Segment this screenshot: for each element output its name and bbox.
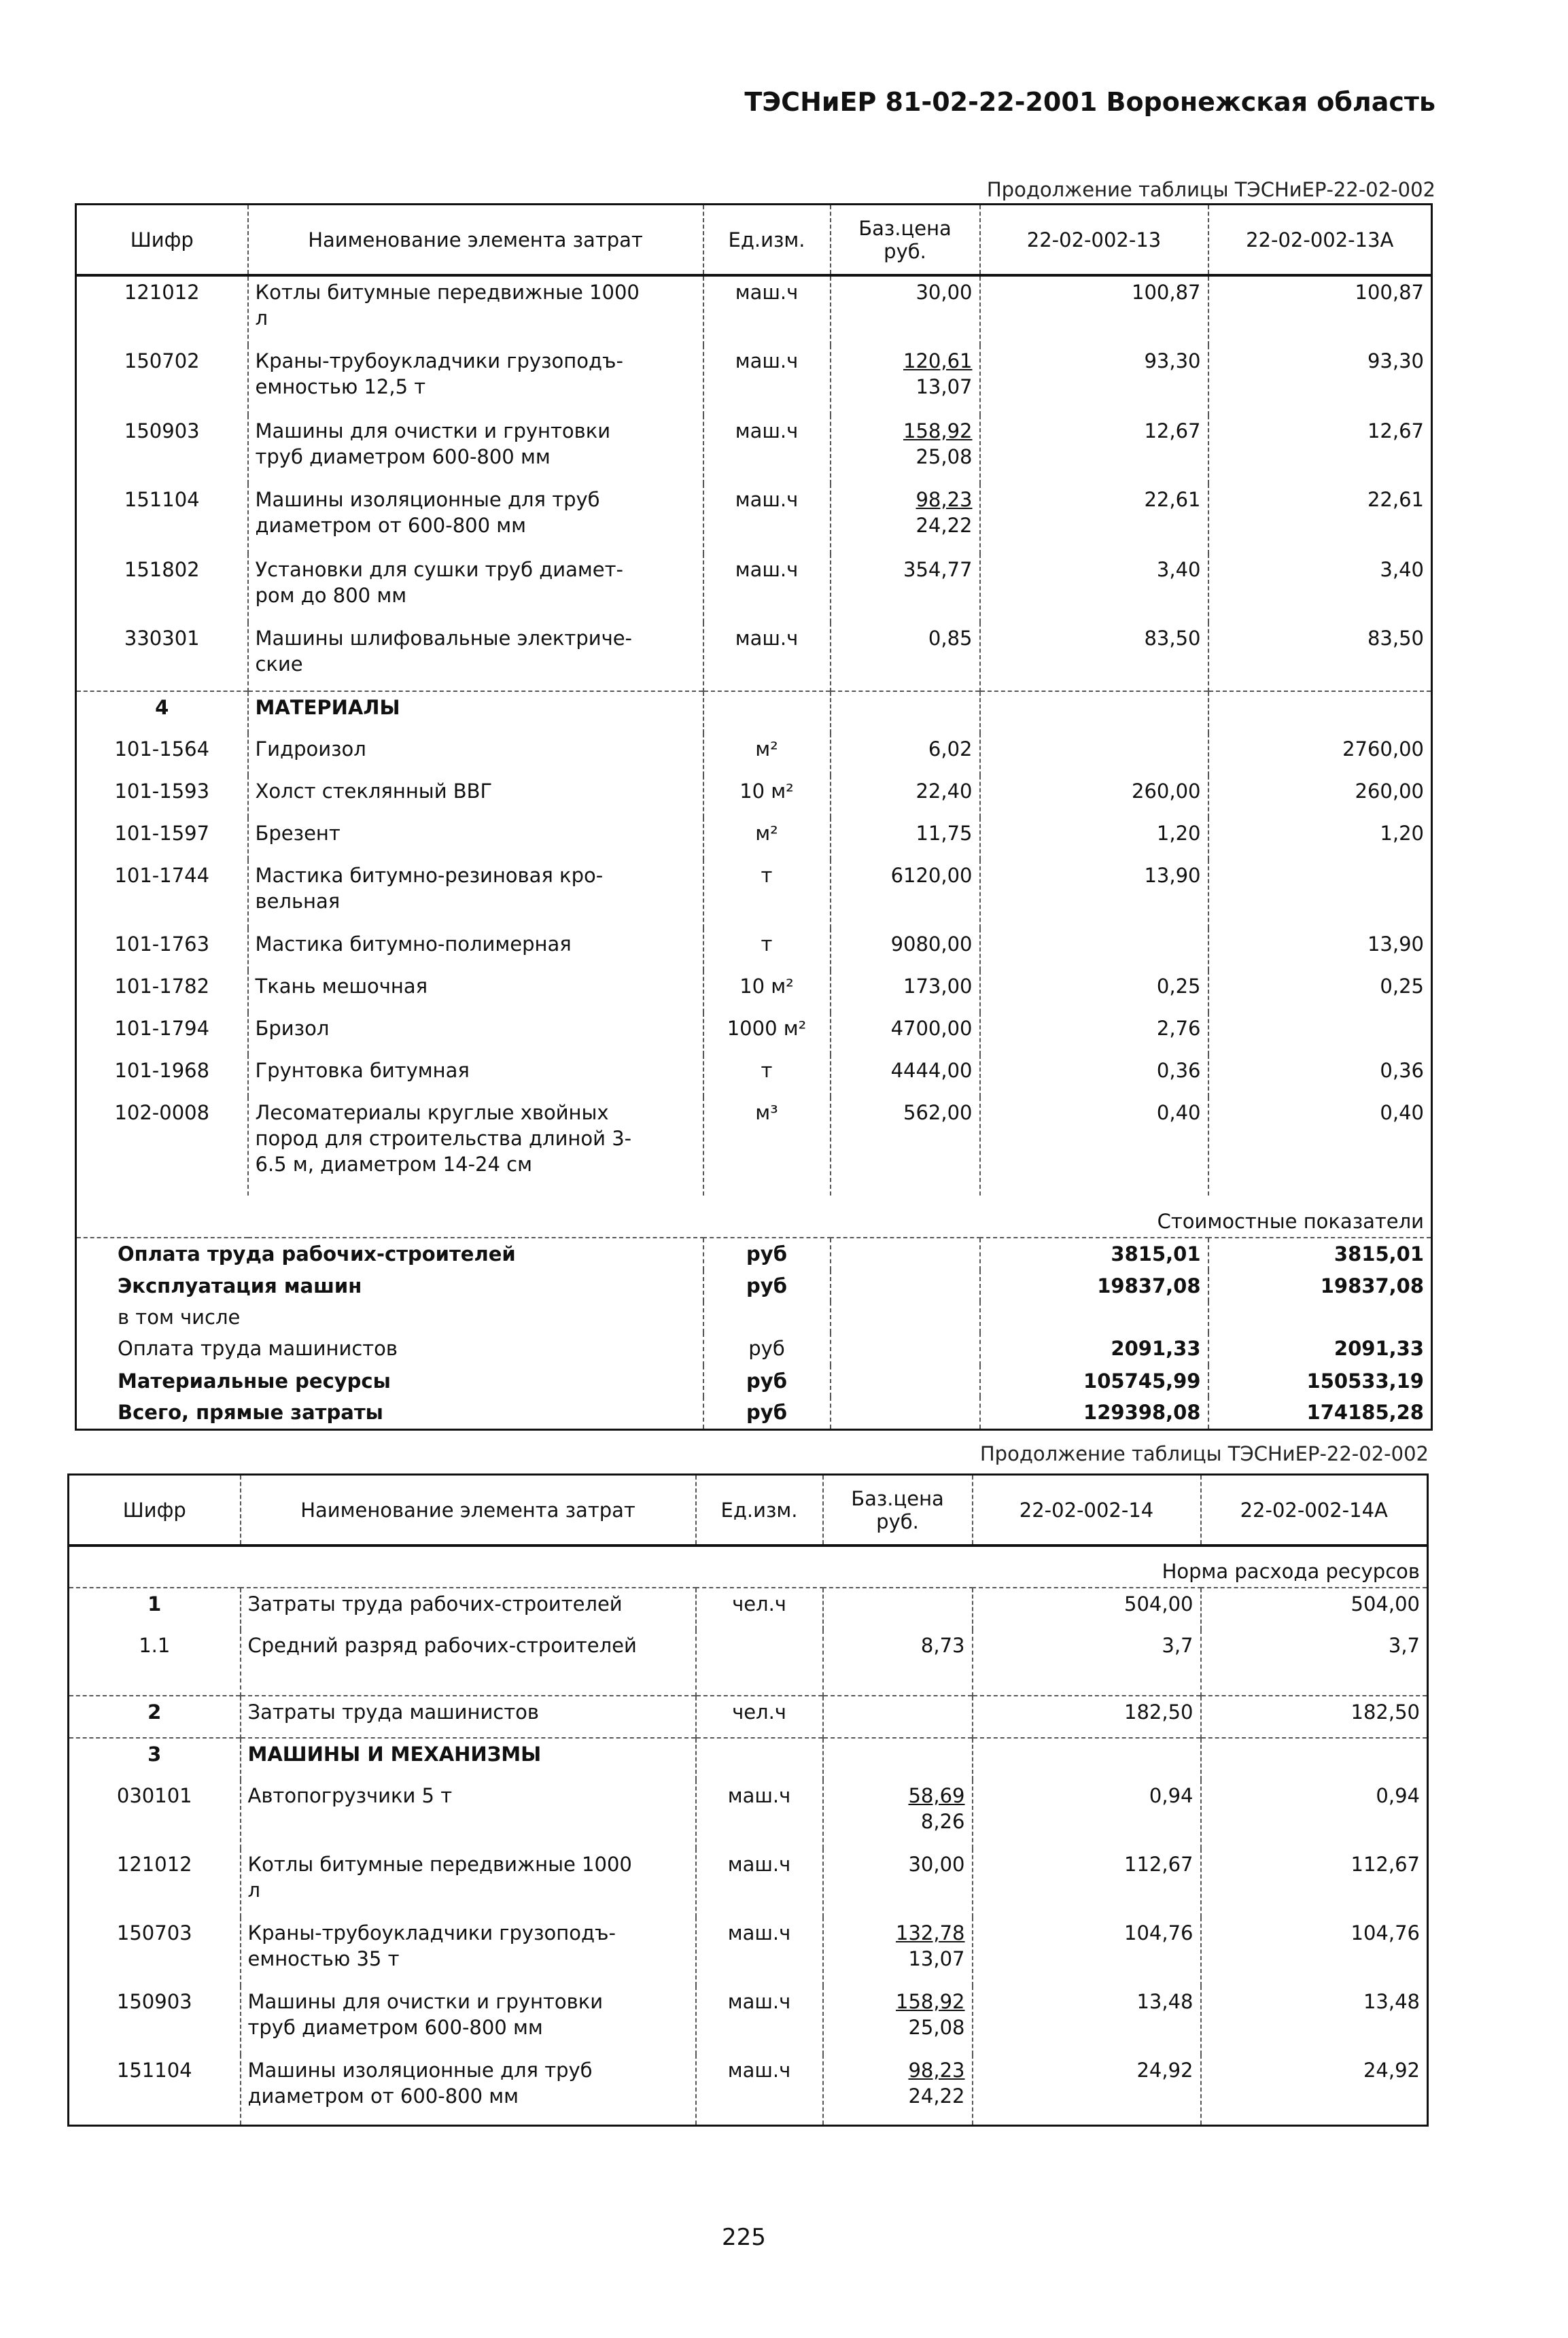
section-label-cell — [76, 1196, 1432, 1238]
summary-value-1: 105745,99 — [980, 1365, 1208, 1397]
row-name: Автопогрузчики 5 т — [241, 1780, 696, 1849]
section-label-cell — [69, 1546, 1428, 1588]
row-code: 330301 — [124, 627, 200, 650]
table-row — [69, 2055, 1428, 2125]
summary-row — [76, 1302, 1432, 1333]
row-price — [823, 1630, 973, 1696]
row-code: 101-1968 — [114, 1059, 210, 1082]
page-number: 225 — [722, 2224, 766, 2251]
row-price — [831, 1013, 980, 1055]
section-row — [69, 1738, 1428, 1780]
row-value-1: 12,67 — [980, 415, 1208, 484]
row-value-1: 83,50 — [980, 623, 1208, 691]
base-price: 98,23 — [916, 488, 973, 511]
row-name: Машины шлифовальные электриче- ские — [248, 623, 703, 691]
row-unit: чел.ч — [696, 1696, 823, 1738]
table-row — [76, 1055, 1432, 1097]
row-value-1 — [980, 928, 1208, 971]
row-name: Гидроизол — [248, 733, 703, 775]
row-value-2: 182,50 — [1201, 1696, 1428, 1738]
row-name: Котлы битумные передвижные 1000 л — [241, 1849, 696, 1917]
summary-value-2: 150533,19 — [1208, 1365, 1432, 1397]
header-col1: 22-02-002-13 — [980, 205, 1208, 276]
row-price — [831, 623, 980, 691]
row-value-2: 83,50 — [1208, 623, 1432, 691]
row-price — [831, 928, 980, 971]
summary-value-2: 3815,01 — [1208, 1238, 1432, 1270]
base-price: 30,00 — [916, 281, 973, 304]
row-value-2: 22,61 — [1208, 484, 1432, 554]
row-value-2: 12,67 — [1208, 415, 1432, 484]
summary-label: Всего, прямые затраты — [118, 1401, 383, 1424]
table-row — [76, 818, 1432, 860]
row-name: МАТЕРИАЛЫ — [248, 691, 703, 733]
row-name: Мастика битумно-резиновая кро- вельная — [248, 860, 703, 928]
row-value-2: 24,92 — [1201, 2055, 1428, 2125]
row-name: Установки для сушки труб диамет- ром до 800 мм — [248, 554, 703, 623]
row-name: МАШИНЫ И МЕХАНИЗМЫ — [241, 1738, 696, 1780]
row-code: 151104 — [116, 2059, 192, 2082]
row-unit — [696, 1738, 823, 1780]
table-row — [76, 275, 1432, 345]
summary-price — [831, 1397, 980, 1429]
row-code: 102-0008 — [114, 1101, 210, 1124]
row-code: 151104 — [124, 488, 200, 511]
summary-value-2: 19837,08 — [1208, 1270, 1432, 1302]
row-unit: маш.ч — [696, 1917, 823, 1986]
table-row — [69, 1780, 1428, 1849]
row-price — [823, 1588, 973, 1630]
base-price: 4444,00 — [890, 1059, 973, 1082]
row-unit: маш.ч — [703, 275, 831, 345]
row-value-2 — [1208, 860, 1432, 928]
table-row — [76, 415, 1432, 484]
row-value-2: 1,20 — [1208, 818, 1432, 860]
summary-row — [76, 1397, 1432, 1429]
row-unit: 1000 м² — [703, 1013, 831, 1055]
row-unit: маш.ч — [703, 345, 831, 415]
row-value-1: 24,92 — [973, 2055, 1201, 2125]
base-price: 562,00 — [903, 1101, 973, 1124]
row-price — [831, 484, 980, 554]
row-code: 150703 — [116, 1921, 192, 1944]
section-row — [76, 691, 1432, 733]
row-value-2: 0,40 — [1208, 1097, 1432, 1196]
base-price-wage: 13,07 — [908, 1947, 965, 1970]
table-row — [76, 860, 1432, 928]
row-code: 150903 — [116, 1990, 192, 2013]
row-unit: маш.ч — [696, 2055, 823, 2125]
table-row — [69, 1917, 1428, 1986]
row-unit: маш.ч — [696, 1986, 823, 2055]
row-unit: м² — [703, 733, 831, 775]
table-header-row — [69, 1475, 1428, 1546]
row-unit: маш.ч — [703, 484, 831, 554]
row-name: Холст стеклянный ВВГ — [248, 775, 703, 818]
row-price — [823, 1986, 973, 2055]
row-value-1: 0,40 — [980, 1097, 1208, 1196]
resource-table-2 — [67, 1473, 1429, 2127]
row-value-2: 0,36 — [1208, 1055, 1432, 1097]
row-name: Бризол — [248, 1013, 703, 1055]
row-name: Краны-трубоукладчики грузоподъ- емностью 12,5 т — [248, 345, 703, 415]
row-code: 101-1763 — [114, 932, 210, 956]
section-row — [69, 1588, 1428, 1630]
summary-value-2: 174185,28 — [1208, 1397, 1432, 1429]
header-code: Шифр — [69, 1475, 241, 1546]
row-value-1: 3,7 — [973, 1630, 1201, 1696]
row-unit: 10 м² — [703, 971, 831, 1013]
row-code: 3 — [69, 1738, 241, 1780]
row-code: 101-1593 — [114, 780, 210, 803]
base-price: 158,92 — [896, 1990, 965, 2013]
summary-value-2 — [1208, 1302, 1432, 1333]
header-unit: Ед.изм. — [703, 205, 831, 276]
summary-value-1: 129398,08 — [980, 1397, 1208, 1429]
summary-unit: руб — [703, 1397, 831, 1429]
row-value-2 — [1208, 1013, 1432, 1055]
row-value-1: 0,36 — [980, 1055, 1208, 1097]
row-unit: маш.ч — [696, 1849, 823, 1917]
base-price: 6,02 — [928, 737, 973, 761]
row-value-1 — [980, 691, 1208, 733]
row-code: 2 — [69, 1696, 241, 1738]
row-value-2: 13,90 — [1208, 928, 1432, 971]
row-value-1: 1,20 — [980, 818, 1208, 860]
row-name: Мастика битумно-полимерная — [248, 928, 703, 971]
row-value-1: 2,76 — [980, 1013, 1208, 1055]
base-price: 9080,00 — [890, 932, 973, 956]
header-code: Шифр — [76, 205, 248, 276]
base-price-wage: 8,26 — [920, 1810, 965, 1833]
base-price-wage: 25,08 — [908, 2016, 965, 2039]
summary-row — [76, 1238, 1432, 1270]
row-unit: т — [703, 860, 831, 928]
row-code: 101-1794 — [114, 1017, 210, 1040]
table-row — [76, 928, 1432, 971]
row-value-2: 0,25 — [1208, 971, 1432, 1013]
row-price — [823, 1696, 973, 1738]
row-value-2: 504,00 — [1201, 1588, 1428, 1630]
base-price: 98,23 — [908, 2059, 965, 2082]
row-price — [823, 1780, 973, 1849]
row-code: 4 — [76, 691, 248, 733]
row-value-1: 0,94 — [973, 1780, 1201, 1849]
table-row — [76, 554, 1432, 623]
row-value-2: 3,40 — [1208, 554, 1432, 623]
header-col2: 22-02-002-14А — [1201, 1475, 1428, 1546]
row-value-1: 112,67 — [973, 1849, 1201, 1917]
table2-caption: Продолжение таблицы ТЭСНиЕР-22-02-002 — [979, 1442, 1429, 1465]
row-code: 150903 — [124, 419, 200, 442]
row-code: 121012 — [116, 1853, 192, 1876]
row-unit — [703, 691, 831, 733]
summary-unit — [703, 1302, 831, 1333]
row-value-1: 13,48 — [973, 1986, 1201, 2055]
row-value-2: 3,7 — [1201, 1630, 1428, 1696]
row-value-2 — [1208, 691, 1432, 733]
row-price — [831, 345, 980, 415]
row-code: 030101 — [116, 1784, 192, 1807]
row-code: 1.1 — [139, 1634, 171, 1657]
row-name: Средний разряд рабочих-строителей — [241, 1630, 696, 1696]
row-value-1: 22,61 — [980, 484, 1208, 554]
base-price: 11,75 — [916, 822, 973, 845]
base-price: 354,77 — [903, 558, 973, 581]
table-row — [76, 733, 1432, 775]
row-name: Брезент — [248, 818, 703, 860]
summary-unit: руб — [703, 1365, 831, 1397]
summary-price — [831, 1302, 980, 1333]
row-unit: маш.ч — [703, 623, 831, 691]
row-price — [831, 275, 980, 345]
document-title: ТЭСНиЕР 81-02-22-2001 Воронежская область — [744, 87, 1435, 117]
row-value-2 — [1201, 1738, 1428, 1780]
table1-caption: Продолжение таблицы ТЭСНиЕР-22-02-002 — [986, 178, 1435, 201]
table-row — [76, 775, 1432, 818]
row-value-1: 260,00 — [980, 775, 1208, 818]
row-code: 1 — [69, 1588, 241, 1630]
summary-value-1: 2091,33 — [980, 1333, 1208, 1365]
row-price — [831, 733, 980, 775]
summary-price — [831, 1333, 980, 1365]
resource-table-1 — [75, 203, 1433, 1431]
base-price: 8,73 — [920, 1634, 965, 1657]
row-price — [831, 1097, 980, 1196]
row-price — [831, 775, 980, 818]
row-value-2: 260,00 — [1208, 775, 1432, 818]
summary-label: в том числе — [118, 1306, 241, 1329]
summary-price — [831, 1270, 980, 1302]
row-value-1: 504,00 — [973, 1588, 1201, 1630]
summary-price — [831, 1238, 980, 1270]
row-unit: т — [703, 1055, 831, 1097]
base-price: 0,85 — [928, 627, 973, 650]
header-price: Баз.цена руб. — [831, 205, 980, 276]
row-name: Лесоматериалы круглые хвойных пород для строительства длиной 3- 6.5 м, диаметром 14-24 см — [248, 1097, 703, 1196]
row-value-1: 182,50 — [973, 1696, 1201, 1738]
row-unit — [696, 1630, 823, 1696]
base-price: 58,69 — [908, 1784, 965, 1807]
table-row — [76, 1013, 1432, 1055]
table-row — [76, 971, 1432, 1013]
row-price — [831, 818, 980, 860]
row-code: 101-1564 — [114, 737, 210, 761]
row-price — [831, 554, 980, 623]
row-name: Краны-трубоукладчики грузоподъ- емностью 35 т — [241, 1917, 696, 1986]
row-price — [823, 2055, 973, 2125]
base-price: 158,92 — [903, 419, 973, 442]
row-price — [831, 415, 980, 484]
row-value-1: 0,25 — [980, 971, 1208, 1013]
base-price-wage: 24,22 — [916, 514, 973, 537]
row-name: Котлы битумные передвижные 1000 л — [248, 275, 703, 345]
row-value-2: 93,30 — [1208, 345, 1432, 415]
section-label-row — [76, 1196, 1432, 1238]
summary-unit: руб — [703, 1270, 831, 1302]
row-value-1: 13,90 — [980, 860, 1208, 928]
row-name: Машины для очистки и грунтовки труб диаметром 600-800 мм — [241, 1986, 696, 2055]
row-price — [831, 691, 980, 733]
row-unit: маш.ч — [696, 1780, 823, 1849]
header-name: Наименование элемента затрат — [248, 205, 703, 276]
row-code: 101-1744 — [114, 864, 210, 887]
row-unit: маш.ч — [703, 554, 831, 623]
header-price: Баз.цена руб. — [823, 1475, 973, 1546]
row-unit: 10 м² — [703, 775, 831, 818]
row-price — [831, 971, 980, 1013]
row-unit: т — [703, 928, 831, 971]
header-col1: 22-02-002-14 — [973, 1475, 1201, 1546]
summary-row — [76, 1333, 1432, 1365]
table-row — [76, 484, 1432, 554]
base-price: 30,00 — [908, 1853, 965, 1876]
summary-label: Эксплуатация машин — [118, 1274, 362, 1297]
summary-unit: руб — [703, 1333, 831, 1365]
row-name: Машины изоляционные для труб диаметром от 600-800 мм — [248, 484, 703, 554]
row-value-2: 104,76 — [1201, 1917, 1428, 1986]
row-price — [823, 1849, 973, 1917]
table-row — [69, 1986, 1428, 2055]
base-price-wage: 24,22 — [908, 2084, 965, 2108]
summary-unit: руб — [703, 1238, 831, 1270]
row-name: Машины для очистки и грунтовки труб диаметром 600-800 мм — [248, 415, 703, 484]
header-unit: Ед.изм. — [696, 1475, 823, 1546]
table-row — [69, 1630, 1428, 1696]
base-price: 22,40 — [916, 780, 973, 803]
table-row — [76, 1097, 1432, 1196]
summary-value-1: 19837,08 — [980, 1270, 1208, 1302]
row-value-1 — [973, 1738, 1201, 1780]
row-code: 101-1782 — [114, 975, 210, 998]
row-value-2: 112,67 — [1201, 1849, 1428, 1917]
base-price: 173,00 — [903, 975, 973, 998]
row-price — [823, 1917, 973, 1986]
base-price: 132,78 — [896, 1921, 965, 1944]
row-unit: чел.ч — [696, 1588, 823, 1630]
summary-label: Материальные ресурсы — [118, 1369, 391, 1393]
row-code: 151802 — [124, 558, 200, 581]
base-price: 4700,00 — [890, 1017, 973, 1040]
base-price: 120,61 — [903, 349, 973, 372]
row-price — [831, 860, 980, 928]
row-price — [831, 1055, 980, 1097]
header-col2: 22-02-002-13А — [1208, 205, 1432, 276]
section-row — [69, 1696, 1428, 1738]
summary-price — [831, 1365, 980, 1397]
table-row — [69, 1849, 1428, 1917]
section-label: Норма расхода ресурсов — [1162, 1560, 1420, 1583]
row-unit: м² — [703, 818, 831, 860]
row-name: Машины изоляционные для труб диаметром от 600-800 мм — [241, 2055, 696, 2125]
row-price — [823, 1738, 973, 1780]
summary-value-1: 3815,01 — [980, 1238, 1208, 1270]
summary-row — [76, 1270, 1432, 1302]
row-value-1: 100,87 — [980, 275, 1208, 345]
table-row — [76, 345, 1432, 415]
base-price-wage: 25,08 — [916, 445, 973, 468]
row-value-1: 104,76 — [973, 1917, 1201, 1986]
row-value-2: 2760,00 — [1208, 733, 1432, 775]
summary-row — [76, 1365, 1432, 1397]
base-price: 6120,00 — [890, 864, 973, 887]
row-value-2: 0,94 — [1201, 1780, 1428, 1849]
header-name: Наименование элемента затрат — [241, 1475, 696, 1546]
row-name: Затраты труда машинистов — [241, 1696, 696, 1738]
row-value-2: 13,48 — [1201, 1986, 1428, 2055]
summary-value-2: 2091,33 — [1208, 1333, 1432, 1365]
table-header-row — [76, 205, 1432, 276]
row-name: Грунтовка битумная — [248, 1055, 703, 1097]
row-name: Затраты труда рабочих-строителей — [241, 1588, 696, 1630]
summary-label: Оплата труда рабочих-строителей — [118, 1242, 516, 1266]
row-code: 101-1597 — [114, 822, 210, 845]
base-price-wage: 13,07 — [916, 375, 973, 398]
summary-label: Оплата труда машинистов — [118, 1337, 398, 1360]
summary-value-1 — [980, 1302, 1208, 1333]
row-value-1 — [980, 733, 1208, 775]
row-unit: маш.ч — [703, 415, 831, 484]
table-row — [76, 623, 1432, 691]
row-value-2: 100,87 — [1208, 275, 1432, 345]
row-name: Ткань мешочная — [248, 971, 703, 1013]
section-label-row — [69, 1546, 1428, 1588]
row-unit: м³ — [703, 1097, 831, 1196]
row-value-1: 3,40 — [980, 554, 1208, 623]
row-code: 121012 — [124, 281, 200, 304]
section-label: Стоимостные показатели — [1157, 1210, 1424, 1233]
row-code: 150702 — [124, 349, 200, 372]
row-value-1: 93,30 — [980, 345, 1208, 415]
